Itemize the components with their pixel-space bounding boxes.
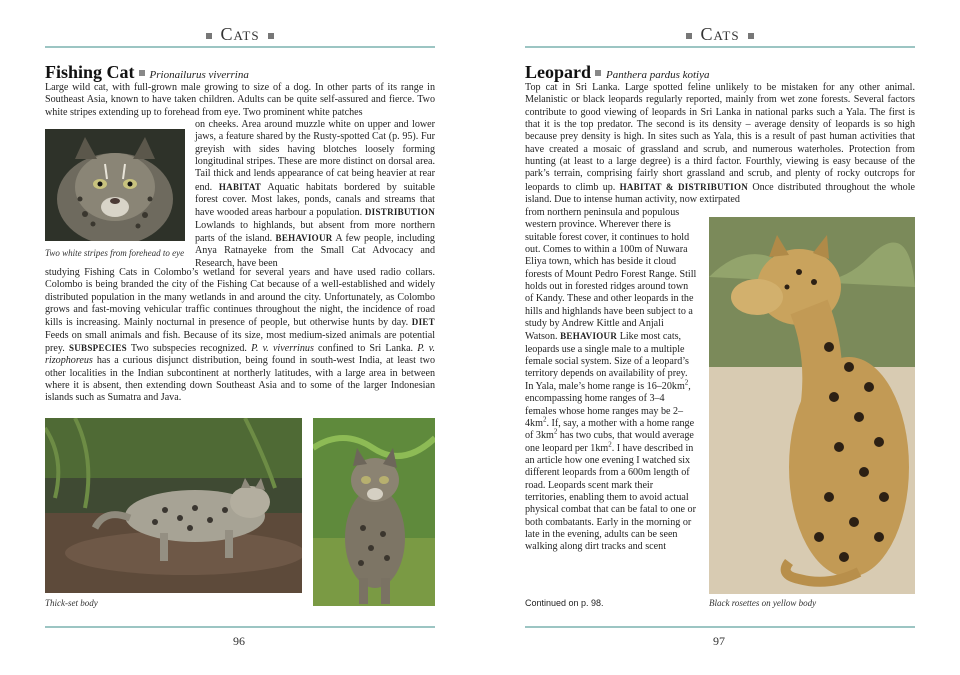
header-square-icon (206, 33, 212, 39)
running-header-left: Cats (0, 24, 480, 45)
body-text-bottom: studying Fishing Cats in Colombo’s wetland for several years and have used radio collars. Colombo is being branded the city of the Fishing Cat because of a well-established and widely distributed population in the many wetlands in and around the city. Unfortunately, as Colombo grows and fast-moving vehicular traffic continues throughout the night, the incidence of road kills is increasing. Mainly nocturnal in presence of people, but otherwise hunts by day. DIET Feeds on small animals and fish. Because of its size, most medium-sized animals are potential prey. SUBSPECIES Two subspecies recognized. P. v. viverrinus confined to Sri Lanka. P. v. rizophoreus has a curious disjunct distribution, being found in south-west India, at least two other localities in the Indian subcontinent at northerly latitudes, with a large area in between where it is absent, then extending down Southeast Asia and to some of the larger Indonesian islands such as Sumatra and Java. (45, 267, 435, 404)
header-square-icon (268, 33, 274, 39)
running-header-right: Cats (480, 24, 960, 45)
fishing-cat-face-photo (45, 129, 185, 241)
caption-face: Two white stripes from forehead to eye (45, 248, 185, 258)
fishing-cat-wading-photo (45, 418, 302, 593)
fishing-cat-standing-photo (313, 418, 435, 606)
leopard-photo (709, 217, 915, 594)
body-text-column: from northern peninsula and populous western province. Wherever there is suitable forest cover, it continues to hold out. Comes to within a 100m of Nuwara Eliya town, which has beside it cloud forests of Mount Pedro Forest Range. Still holds out in forested ridges around town of Kandy. These and other leopards in the hills and highlands have been subject to a study by Andrew Kittle and Anjali Watson. BEHAVIOUR Like most cats, leopards use a single male to a multiple female social system. Size of a leopard’s territory depends on availability of prey. In Yala, male’s home range is $16-20km^2$, encompassing home ranges of 3–4 females whose home ranges may be $2-4km^2$. If, say, a mother with a home range of $3km^2$ has two cubs, that would average one leopard per $1km^2$. I have described in an article how one evening I watched six different leopards from a 600m length of road. Leopards scent mark their territories, enabling them to avoid actual physical combat that can be fatal to one or both combatants. Early in the morning or late in the evening, adults can be seen walking along dirt tracks and scent (525, 207, 697, 553)
continued-note: Continued on p. 98. (525, 598, 604, 608)
page-number-left: 96 (233, 634, 245, 648)
body-text-top: Large wild cat, with full-grown male growing to size of a dog. In other parts of its range in Southeast Asia, known to have taken children. Adults can be quite self-assured and fierce. Two white stripes extending up to forehead from eye. Two prominent white patches (45, 82, 435, 118)
footer-rule (525, 626, 915, 628)
title-square-icon (595, 70, 601, 76)
footer-rule (45, 626, 435, 628)
header-square-icon (686, 33, 692, 39)
header-rule (45, 46, 435, 48)
species-title (525, 62, 709, 83)
header-square-icon (748, 33, 754, 39)
species-name: Leopard (525, 62, 592, 82)
header-rule (525, 46, 915, 48)
species-title (45, 62, 249, 83)
title-square-icon (139, 70, 145, 76)
page-number-right: 97 (713, 634, 725, 648)
caption-body: Thick-set body (45, 598, 98, 608)
right-page (480, 0, 960, 675)
body-text-side: on cheeks. Area around muzzle white on upper and lower jaws, a feature shared by the Rusty-spotted Cat (p. 95). Fur greyish with sides having blotches loosely forming longitudinal stripes. These are more distinct on dorsal area. Tail thick and lends appearance of cat being heavier at rear end. HABITAT Aquatic habitats bordered by suitable forest cover. Most lakes, ponds, canals and streams that have wooded areas harbour a population. DISTRIBUTION Lowlands to highlands, but absent from more northern parts of the island. BEHAVIOUR A few people, including Anya Ratnayeke from the Small Cat Advocacy and Research, have been (195, 119, 435, 269)
caption-leopard: Black rosettes on yellow body (709, 598, 817, 608)
scientific-name: Prionailurus viverrina (149, 69, 249, 81)
body-text-top: Top cat in Sri Lanka. Large spotted feline unlikely to be mistaken for any other animal. Melanistic or black leopards regularly reported, mainly from wet zone forests. Several factors contribute to good viewing of leopards in Sri Lanka in national parks such a Yala. The first is that it is the top predator. The second is its density – average density of leopards is so high because prey density is high. In sites such as Yala, this is a result of past human activities that have created a mosaic of grassland and scrub, and numerous waterholes. Protection from hunting (at least to a large degree) is a third factor. Fourthly, viewing is easy because of the park’s terrain, comprising fairly short grassland and scrub, and plenty of rocky outcrops for leopards to climb up. HABITAT & DISTRIBUTION Once distributed throughout the whole island. Due to intense human activity, now extirpated (525, 82, 915, 206)
species-name: Fishing Cat (45, 62, 135, 82)
scientific-name: Panthera pardus kotiya (606, 69, 710, 81)
